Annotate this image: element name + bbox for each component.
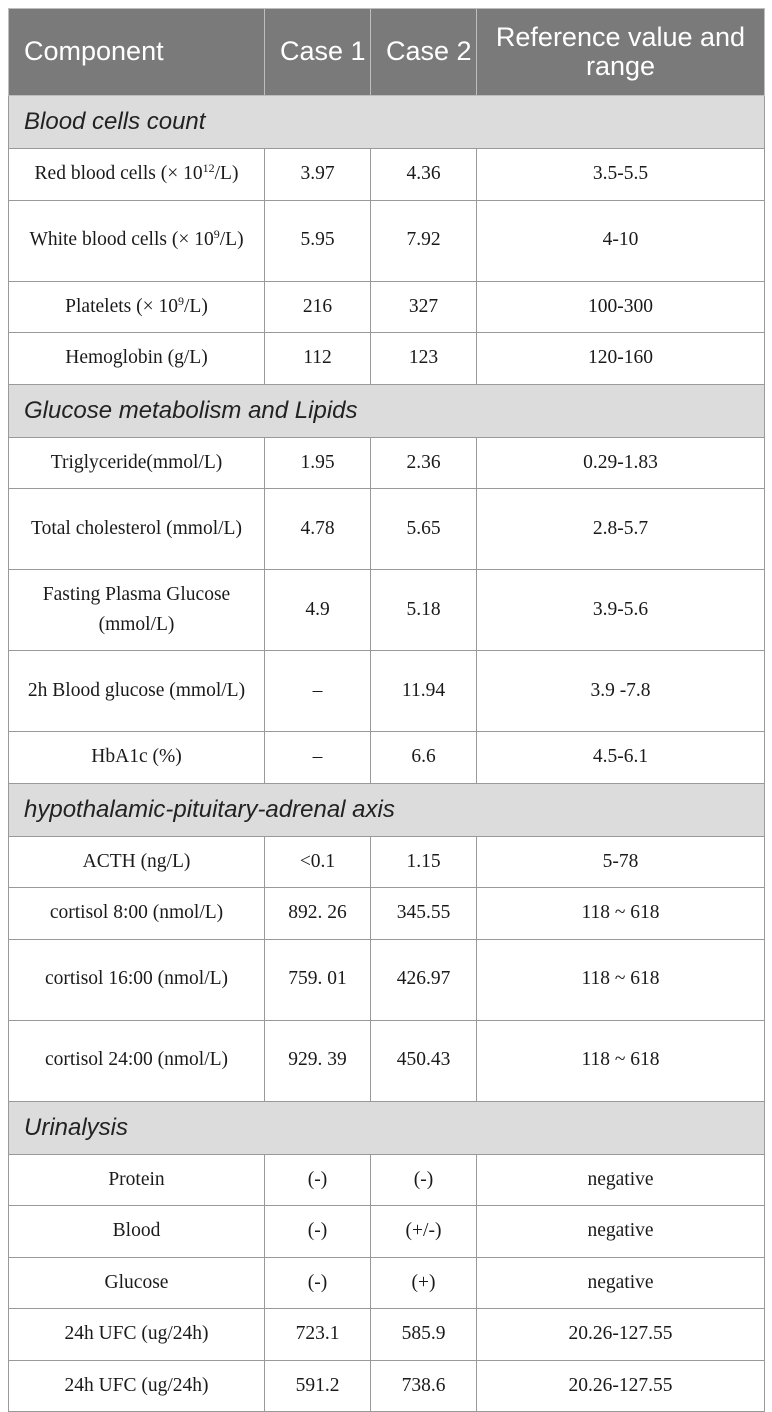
component-name-cell: 24h UFC (ug/24h): [9, 1309, 265, 1361]
case-2-value: 738.6: [371, 1360, 477, 1412]
table-row: [9, 1206, 765, 1258]
component-name-cell: Triglyceride(mmol/L): [9, 437, 265, 489]
unit-suffix: /L): [214, 163, 239, 185]
case-1-value: 759. 01: [265, 939, 371, 1020]
reference-range: 118 ~ 618: [477, 888, 765, 940]
reference-range: 120-160: [477, 333, 765, 385]
case-1-value: 929. 39: [265, 1020, 371, 1101]
case-1-value: –: [265, 651, 371, 732]
component-name-cell: Hemoglobin (g/L): [9, 333, 265, 385]
case-1-value: 1.95: [265, 437, 371, 489]
component-name: Platelets (× 10: [65, 295, 178, 317]
header-case-2: Case 2: [371, 9, 477, 96]
reference-range: 118 ~ 618: [477, 939, 765, 1020]
case-2-value: (-): [371, 1154, 477, 1206]
case-1-value: 5.95: [265, 200, 371, 281]
table-row: [9, 333, 765, 385]
case-1-value: 112: [265, 333, 371, 385]
reference-range: negative: [477, 1154, 765, 1206]
case-2-value: 11.94: [371, 651, 477, 732]
table-row: [9, 200, 765, 281]
table-row: [9, 149, 765, 201]
component-name-cell: Fasting Plasma Glucose (mmol/L): [9, 570, 265, 651]
unit-exponent: 9: [177, 293, 184, 308]
component-name-cell: cortisol 16:00 (nmol/L): [9, 939, 265, 1020]
case-1-value: 3.97: [265, 149, 371, 201]
case-2-value: 450.43: [371, 1020, 477, 1101]
case-1-value: (-): [265, 1154, 371, 1206]
case-1-value: <0.1: [265, 836, 371, 888]
case-1-value: 4.9: [265, 570, 371, 651]
component-name-cell: Glucose: [9, 1257, 265, 1309]
reference-range: negative: [477, 1206, 765, 1258]
table-row: [9, 1154, 765, 1206]
reference-range: 20.26-127.55: [477, 1309, 765, 1361]
table-row: [9, 1309, 765, 1361]
case-1-value: 4.78: [265, 489, 371, 570]
component-name-cell: Blood: [9, 1206, 265, 1258]
section-title: Urinalysis: [9, 1101, 765, 1154]
component-name-cell: ACTH (ng/L): [9, 836, 265, 888]
reference-range: 118 ~ 618: [477, 1020, 765, 1101]
section-header-row: [9, 783, 765, 836]
component-name-cell: [9, 149, 265, 201]
case-2-value: 6.6: [371, 732, 477, 784]
case-2-value: 345.55: [371, 888, 477, 940]
table-row: [9, 489, 765, 570]
case-2-value: 1.15: [371, 836, 477, 888]
case-1-value: (-): [265, 1257, 371, 1309]
reference-range: 3.9 -7.8: [477, 651, 765, 732]
table-body: [9, 96, 765, 1412]
component-name-cell: cortisol 24:00 (nmol/L): [9, 1020, 265, 1101]
case-1-value: 591.2: [265, 1360, 371, 1412]
reference-range: 5-78: [477, 836, 765, 888]
header-component: Component: [9, 9, 265, 96]
unit-exponent: 12: [202, 161, 215, 176]
table-row: [9, 732, 765, 784]
component-name-cell: cortisol 8:00 (nmol/L): [9, 888, 265, 940]
unit-suffix: /L): [183, 295, 208, 317]
case-2-value: 327: [371, 281, 477, 333]
reference-range: 4-10: [477, 200, 765, 281]
table-row: [9, 939, 765, 1020]
component-name-cell: Total cholesterol (mmol/L): [9, 489, 265, 570]
table-row: [9, 1360, 765, 1412]
case-2-value: 123: [371, 333, 477, 385]
case-2-value: (+/-): [371, 1206, 477, 1258]
header-reference: Reference value and range: [477, 9, 765, 96]
case-2-value: (+): [371, 1257, 477, 1309]
unit-suffix: /L): [219, 229, 244, 251]
reference-range: 3.9-5.6: [477, 570, 765, 651]
table-row: [9, 1020, 765, 1101]
unit-exponent: 9: [213, 227, 220, 242]
table-row: [9, 1257, 765, 1309]
component-name-cell: 2h Blood glucose (mmol/L): [9, 651, 265, 732]
section-header-row: [9, 384, 765, 437]
case-2-value: 426.97: [371, 939, 477, 1020]
reference-range: 3.5-5.5: [477, 149, 765, 201]
component-name-cell: [9, 281, 265, 333]
table-row: [9, 570, 765, 651]
table-row: [9, 651, 765, 732]
table-row: [9, 888, 765, 940]
case-2-value: 7.92: [371, 200, 477, 281]
reference-range: negative: [477, 1257, 765, 1309]
case-1-value: (-): [265, 1206, 371, 1258]
section-title: Glucose metabolism and Lipids: [9, 384, 765, 437]
reference-range: 100-300: [477, 281, 765, 333]
case-2-value: 4.36: [371, 149, 477, 201]
section-title: hypothalamic-pituitary-adrenal axis: [9, 783, 765, 836]
component-name: Red blood cells (× 10: [34, 163, 203, 185]
component-name-cell: 24h UFC (ug/24h): [9, 1360, 265, 1412]
component-name-cell: HbA1c (%): [9, 732, 265, 784]
case-1-value: 723.1: [265, 1309, 371, 1361]
table-row: [9, 437, 765, 489]
case-1-value: –: [265, 732, 371, 784]
component-name: White blood cells (× 10: [29, 229, 214, 251]
section-title: Blood cells count: [9, 96, 765, 149]
table-row: [9, 836, 765, 888]
lab-results-table: [8, 8, 765, 1412]
header-case-1: Case 1: [265, 9, 371, 96]
case-2-value: 2.36: [371, 437, 477, 489]
table-row: [9, 281, 765, 333]
case-1-value: 216: [265, 281, 371, 333]
header-row: [9, 9, 765, 96]
section-header-row: [9, 1101, 765, 1154]
component-name-cell: [9, 200, 265, 281]
reference-range: 4.5-6.1: [477, 732, 765, 784]
reference-range: 20.26-127.55: [477, 1360, 765, 1412]
reference-range: 0.29-1.83: [477, 437, 765, 489]
case-2-value: 585.9: [371, 1309, 477, 1361]
section-header-row: [9, 96, 765, 149]
case-1-value: 892. 26: [265, 888, 371, 940]
component-name-cell: Protein: [9, 1154, 265, 1206]
case-2-value: 5.18: [371, 570, 477, 651]
reference-range: 2.8-5.7: [477, 489, 765, 570]
case-2-value: 5.65: [371, 489, 477, 570]
